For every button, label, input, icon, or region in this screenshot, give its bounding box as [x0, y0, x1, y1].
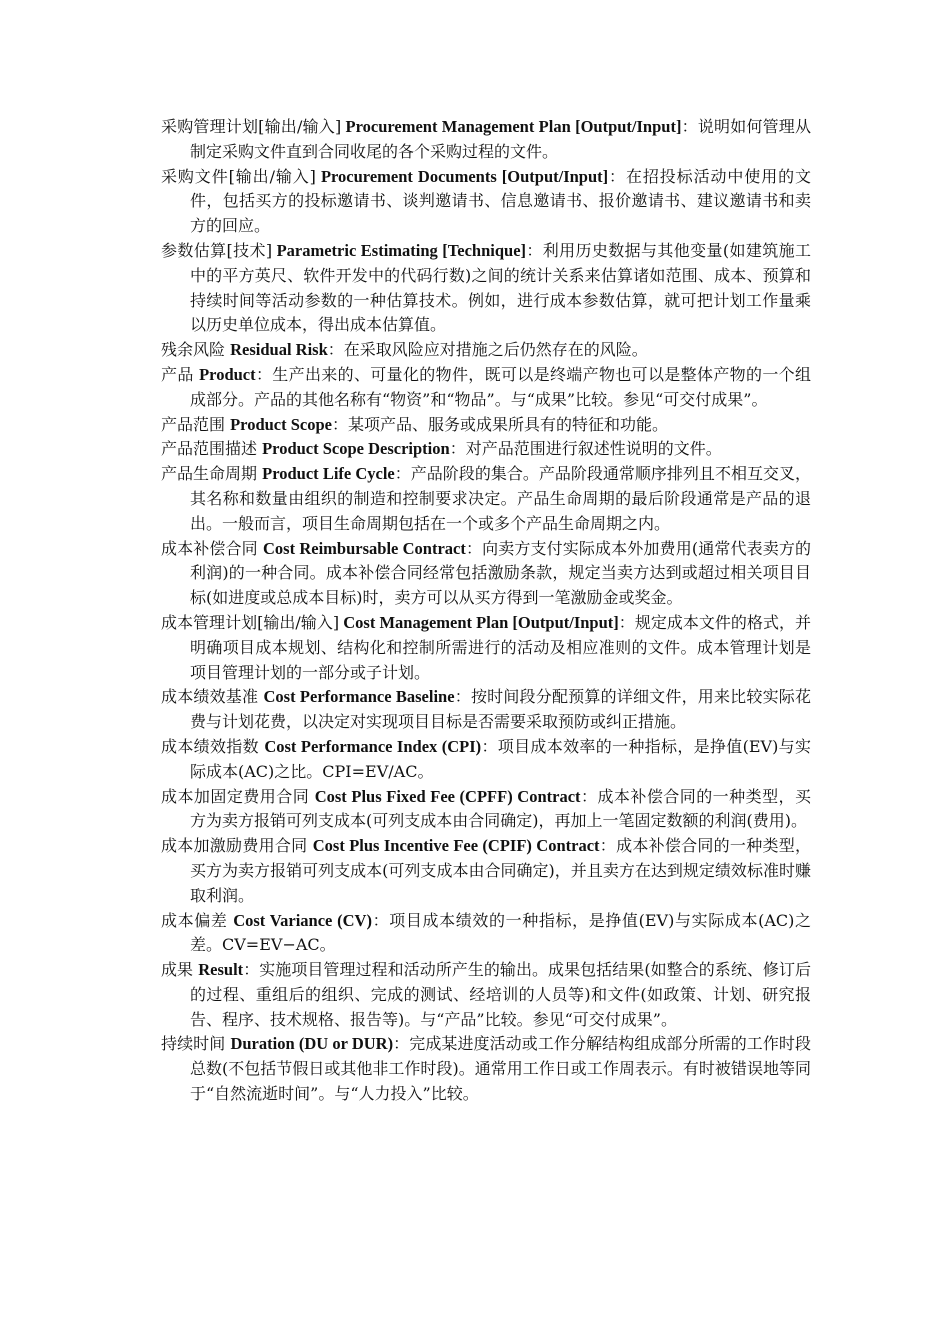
entry-term-en: Cost Performance Index (CPI): [264, 736, 482, 756]
glossary-entry: [161, 611, 811, 685]
entry-definition: ：项目成本绩效的一种指标，是挣值(EV)与实际成本(AC)之差。CV=EV−AC。: [190, 910, 811, 955]
entry-term-cn: 成本加激励费用合同: [161, 836, 313, 856]
entry-term-en: Result: [198, 960, 244, 980]
glossary-entry: [161, 338, 811, 363]
entry-term-cn: 成本加固定费用合同: [161, 786, 315, 806]
entry-definition: ：向卖方支付实际成本外加费用(通常代表卖方的利润)的一种合同。成本补偿合同经常包括激励条款，规定当卖方达到或超过相关项目目标(如进度或总成本目标)时，卖方可以从买方得到一笔激励金或奖金。: [190, 538, 811, 608]
entry-term-en: Product Life Cycle: [262, 464, 395, 484]
entry-term-cn: 产品生命周期: [161, 464, 263, 484]
entry-term-cn: 产品: [161, 364, 200, 384]
glossary-entry: [161, 785, 811, 835]
entry-definition: ：生产出来的、可量化的物件，既可以是终端产物也可以是整体产物的一个组成部分。产品的其他名称有“物资”和“物品”。与“成果”比较。参见“可交付成果”。: [190, 364, 811, 409]
glossary-entry: [161, 363, 811, 413]
glossary-entry: [161, 437, 811, 462]
entry-definition: ：完成某进度活动或工作分解结构组成部分所需的工作时段总数(不包括节假日或其他非工作时段)。通常用工作日或工作周表示。有时被错误地等同于“自然流逝时间”。与“人力投入”比较。: [190, 1034, 812, 1104]
entry-term-en: Cost Management Plan [Output/Input]: [339, 612, 619, 632]
entry-term-en: Product Scope: [230, 414, 332, 434]
entry-term-en: Cost Plus Fixed Fee (CPFF) Contract: [314, 786, 581, 806]
entry-definition: ：成本补偿合同的一种类型，买方为卖方报销可列支成本(可列支成本由合同确定)，再加上一笔固定数额的利润(费用)。: [190, 786, 811, 831]
glossary-entry: [161, 1032, 811, 1106]
entry-definition: ：实施项目管理过程和活动所产生的输出。成果包括结果(如整合的系统、修订后的过程、重组后的组织、完成的测试、经培训的人员等)和文件(如政策、计划、研究报告、程序、技术规格、报告等)。与“产品”比较。参见“可交付成果”。: [190, 960, 812, 1029]
glossary-entry: [161, 165, 811, 239]
entry-term-cn: 持续时间: [161, 1034, 231, 1054]
entry-term-cn: 成本绩效基准: [161, 687, 264, 707]
entry-definition: ：成本补偿合同的一种类型，买方为卖方报销可列支成本(可列支成本由合同确定)，并且卖方在达到规定绩效标准时赚取利润。: [190, 836, 811, 905]
entry-term-en: Cost Reimbursable Contract: [263, 538, 466, 558]
entry-definition: ：在采取风险应对措施之后仍然存在的风险。: [327, 340, 648, 360]
entry-definition: ：对产品范围进行叙述性说明的文件。: [449, 439, 722, 459]
glossary-entry: [161, 115, 811, 165]
entry-term-cn: 成本偏差: [161, 910, 234, 930]
entry-term-en: Parametric Estimating [Technique]: [272, 240, 527, 260]
entry-definition: ：某项产品、服务或成果所具有的特征和功能。: [332, 414, 669, 434]
glossary-entry: [161, 413, 811, 438]
entry-definition: ：规定成本文件的格式，并明确项目成本规划、结构化和控制所需进行的活动及相应准则的文件。成本管理计划是项目管理计划的一部分或子计划。: [190, 612, 811, 682]
entry-term-en: Procurement Documents [Output/Input]: [315, 166, 609, 186]
entry-term-en: Procurement Management Plan [Output/Input]: [341, 117, 682, 136]
entry-term-en: Duration (DU or DUR): [230, 1034, 394, 1054]
entry-term-en: Residual Risk: [230, 340, 328, 360]
entry-definition: ：在招投标活动中使用的文件，包括买方的投标邀请书、谈判邀请书、信息邀请书、报价邀请书、建议邀请书和卖方的回应。: [190, 166, 811, 236]
entry-term-cn: 成本补偿合同: [161, 538, 264, 558]
entry-term-en: Product: [199, 364, 256, 384]
entry-term-cn: 成本管理计划[输出/输入]: [161, 612, 340, 632]
entry-term-cn: 产品范围: [161, 414, 231, 434]
entry-term-en: Cost Performance Baseline: [263, 687, 455, 707]
glossary-entry: [161, 537, 811, 611]
entry-term-en: Product Scope Description: [262, 439, 450, 459]
entry-definition: ：项目成本效率的一种指标，是挣值(EV)与实际成本(AC)之比。CPI=EV/AC。: [190, 736, 811, 781]
entry-term-cn: 采购文件[输出/输入]: [161, 166, 316, 186]
entry-term-cn: 参数估算[技术]: [161, 240, 273, 260]
entry-definition: ：产品阶段的集合。产品阶段通常顺序排列且不相互交叉，其名称和数量由组织的制造和控制要求决定。产品生命周期的最后阶段通常是产品的退出。一般而言，项目生命周期包括在一个或多个产品生命周期之内。: [190, 464, 811, 533]
glossary-entry: [161, 909, 811, 959]
entry-definition: ：说明如何管理从制定采购文件直到合同收尾的各个采购过程的文件。: [190, 117, 811, 161]
entry-term-cn: 成果: [161, 960, 199, 980]
entry-term-cn: 产品范围描述: [161, 439, 263, 459]
glossary-page: [161, 115, 811, 1107]
glossary-entry: [161, 239, 811, 338]
entry-term-cn: 采购管理计划[输出/输入]: [161, 117, 342, 136]
glossary-entry: [161, 685, 811, 735]
entry-term-cn: 残余风险: [161, 340, 231, 360]
entry-term-en: Cost Variance (CV): [233, 910, 372, 930]
entry-term-en: Cost Plus Incentive Fee (CPIF) Contract: [312, 836, 600, 856]
entry-definition: ：按时间段分配预算的详细文件，用来比较实际花费与计划花费，以决定对实现项目目标是否需要采取预防或纠正措施。: [190, 687, 811, 732]
entry-definition: ：利用历史数据与其他变量(如建筑施工中的平方英尺、软件开发中的代码行数)之间的统计关系来估算诸如范围、成本、预算和持续时间等活动参数的一种估算技术。例如，进行成本参数估算，就可把计划工作量乘以历史单位成本，得出成本估算值。: [190, 240, 811, 335]
glossary-entry: [161, 462, 811, 536]
glossary-entry: [161, 735, 811, 785]
entry-term-cn: 成本绩效指数: [161, 736, 265, 756]
glossary-entry: [161, 958, 811, 1032]
glossary-entry: [161, 834, 811, 908]
